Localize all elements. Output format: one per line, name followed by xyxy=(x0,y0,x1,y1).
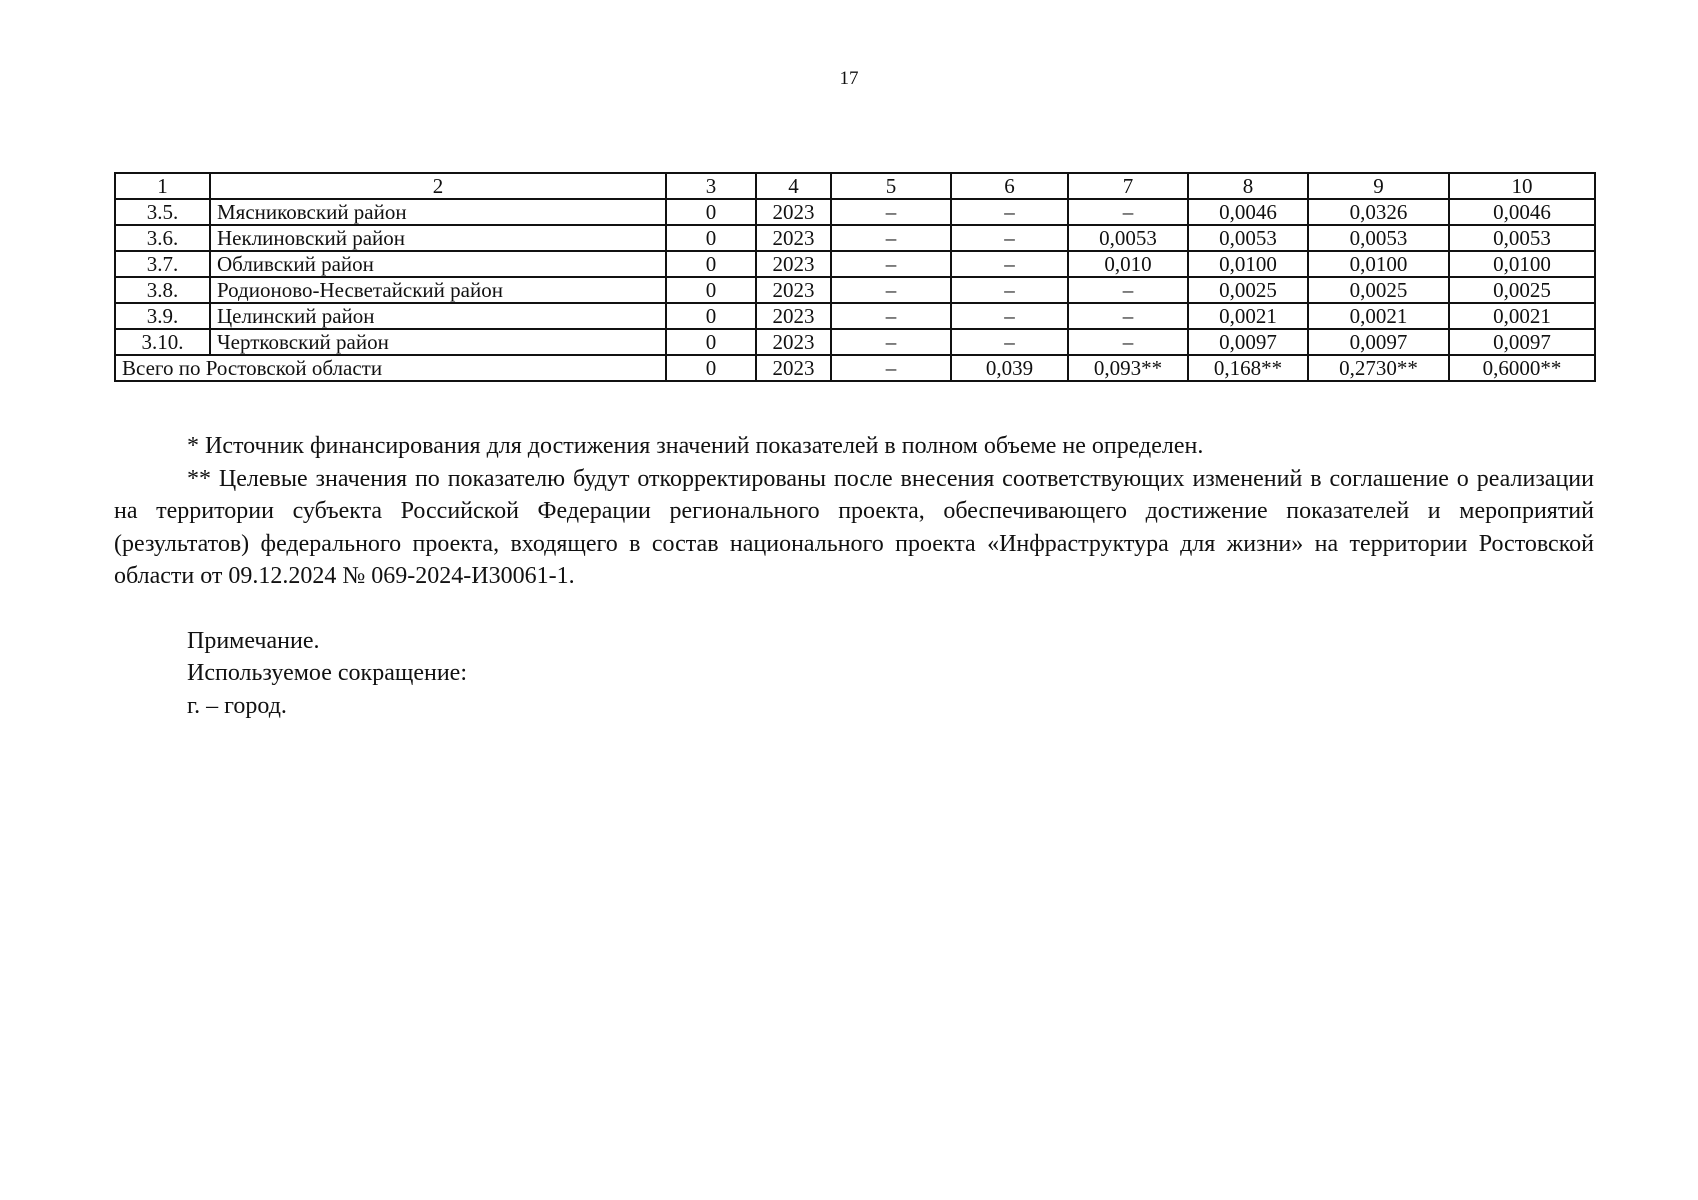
cell-col3: 0 xyxy=(666,303,756,329)
header-cell: 7 xyxy=(1068,173,1188,199)
cell-col10: 0,0053 xyxy=(1449,225,1595,251)
cell-col4: 2023 xyxy=(756,303,831,329)
cell-col10: 0,0046 xyxy=(1449,199,1595,225)
header-cell: 2 xyxy=(210,173,666,199)
district-name: Родионово-Несветайский район xyxy=(210,277,666,303)
page-number: 17 xyxy=(839,68,859,89)
total-col4: 2023 xyxy=(756,355,831,381)
total-col10: 0,6000** xyxy=(1449,355,1595,381)
cell-col7: – xyxy=(1068,199,1188,225)
cell-col7: – xyxy=(1068,303,1188,329)
header-cell: 3 xyxy=(666,173,756,199)
remark-title: Примечание. xyxy=(187,627,320,654)
abbreviation-title: Используемое сокращение: xyxy=(187,660,467,686)
header-cell: 5 xyxy=(831,173,951,199)
header-cell: 9 xyxy=(1308,173,1449,199)
table-total-row xyxy=(115,355,1595,381)
total-col6: 0,039 xyxy=(951,355,1068,381)
cell-col10: 0,0097 xyxy=(1449,329,1595,355)
total-col3: 0 xyxy=(666,355,756,381)
cell-col8: 0,0097 xyxy=(1188,329,1308,355)
cell-col9: 0,0025 xyxy=(1308,277,1449,303)
header-cell: 1 xyxy=(115,173,210,199)
header-cell: 8 xyxy=(1188,173,1308,199)
cell-col6: – xyxy=(951,329,1068,355)
total-col7: 0,093** xyxy=(1068,355,1188,381)
total-label: Всего по Ростовской области xyxy=(115,355,666,381)
cell-col3: 0 xyxy=(666,225,756,251)
cell-col6: – xyxy=(951,251,1068,277)
indicators-table xyxy=(114,172,1596,382)
cell-col10: 0,0100 xyxy=(1449,251,1595,277)
cell-col10: 0,0025 xyxy=(1449,277,1595,303)
cell-col6: – xyxy=(951,303,1068,329)
row-number: 3.5. xyxy=(115,199,210,225)
cell-col10: 0,0021 xyxy=(1449,303,1595,329)
row-number: 3.7. xyxy=(115,251,210,277)
cell-col5: – xyxy=(831,303,951,329)
district-name: Неклиновский район xyxy=(210,225,666,251)
cell-col7: 0,010 xyxy=(1068,251,1188,277)
district-name: Чертковский район xyxy=(210,329,666,355)
cell-col3: 0 xyxy=(666,199,756,225)
header-cell: 6 xyxy=(951,173,1068,199)
table-row xyxy=(115,225,1595,251)
cell-col9: 0,0097 xyxy=(1308,329,1449,355)
table-row xyxy=(115,199,1595,225)
cell-col7: – xyxy=(1068,329,1188,355)
cell-col6: – xyxy=(951,199,1068,225)
cell-col9: 0,0053 xyxy=(1308,225,1449,251)
cell-col4: 2023 xyxy=(756,199,831,225)
cell-col5: – xyxy=(831,225,951,251)
cell-col9: 0,0326 xyxy=(1308,199,1449,225)
district-name: Мясниковский район xyxy=(210,199,666,225)
district-name: Обливский район xyxy=(210,251,666,277)
cell-col9: 0,0021 xyxy=(1308,303,1449,329)
footnote-double-asterisk: ** Целевые значения по показателю будут откорректированы после внесения соответствующих изменений в соглашение о реализации на территории субъекта Российской Федерации регионального проекта, обеспечивающего достижение показателей и мероприятий (результатов) федерального проекта, входящего в состав национального проекта «Инфраструктура для жизни» на территории Ростовской области от 09.12.2024 № 069-2024-И30061-1. xyxy=(114,465,1594,589)
cell-col5: – xyxy=(831,199,951,225)
total-col5: – xyxy=(831,355,951,381)
cell-col3: 0 xyxy=(666,277,756,303)
table-row xyxy=(115,329,1595,355)
cell-col5: – xyxy=(831,277,951,303)
table-row xyxy=(115,277,1595,303)
cell-col4: 2023 xyxy=(756,251,831,277)
cell-col6: – xyxy=(951,225,1068,251)
notes-section xyxy=(114,430,1594,722)
header-cell: 4 xyxy=(756,173,831,199)
cell-col8: 0,0046 xyxy=(1188,199,1308,225)
district-name: Целинский район xyxy=(210,303,666,329)
cell-col8: 0,0021 xyxy=(1188,303,1308,329)
table-row xyxy=(115,303,1595,329)
header-cell: 10 xyxy=(1449,173,1595,199)
table-header-row xyxy=(115,173,1595,199)
cell-col3: 0 xyxy=(666,329,756,355)
row-number: 3.9. xyxy=(115,303,210,329)
row-number: 3.6. xyxy=(115,225,210,251)
cell-col3: 0 xyxy=(666,251,756,277)
cell-col8: 0,0053 xyxy=(1188,225,1308,251)
row-number: 3.8. xyxy=(115,277,210,303)
cell-col5: – xyxy=(831,329,951,355)
cell-col8: 0,0025 xyxy=(1188,277,1308,303)
table-row xyxy=(115,251,1595,277)
cell-col5: – xyxy=(831,251,951,277)
cell-col4: 2023 xyxy=(756,329,831,355)
cell-col7: 0,0053 xyxy=(1068,225,1188,251)
footnote-single-asterisk: * Источник финансирования для достижения значений показателей в полном объеме не определен. xyxy=(187,433,1204,459)
cell-col7: – xyxy=(1068,277,1188,303)
cell-col6: – xyxy=(951,277,1068,303)
total-col8: 0,168** xyxy=(1188,355,1308,381)
cell-col4: 2023 xyxy=(756,277,831,303)
cell-col4: 2023 xyxy=(756,225,831,251)
row-number: 3.10. xyxy=(115,329,210,355)
abbreviation-item: г. – город. xyxy=(187,692,287,719)
cell-col9: 0,0100 xyxy=(1308,251,1449,277)
cell-col8: 0,0100 xyxy=(1188,251,1308,277)
total-col9: 0,2730** xyxy=(1308,355,1449,381)
